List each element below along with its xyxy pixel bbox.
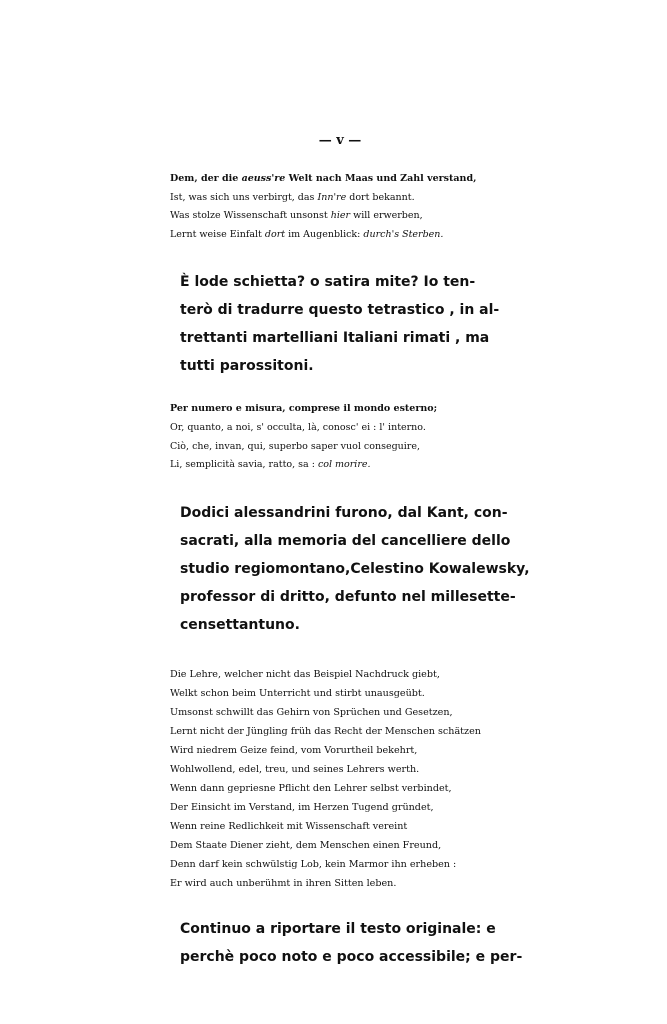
text-run: Lernt weise Einfalt xyxy=(170,228,265,240)
prose-line: studio regiomontano,Celestino Kowalewsky, xyxy=(180,560,530,577)
text-run: Dem, der die xyxy=(170,173,242,184)
prose-line: sacrati, alla memoria del cancelliere dello xyxy=(180,532,511,549)
verse-line: Wenn dann gepriesne Pflicht den Lehrer selbst verbindet, xyxy=(170,782,452,794)
verse-line: Er wird auch unberühmt in ihren Sitten leben. xyxy=(170,877,397,889)
verse-line: Denn darf kein schwülstig Lob, kein Marmor ihn erheben : xyxy=(170,858,457,870)
german-poem xyxy=(170,665,490,893)
text-run: im Augenblick: xyxy=(285,228,364,240)
italian-translation xyxy=(170,400,490,474)
verse-line xyxy=(170,189,490,208)
prose-line: censettantuno. xyxy=(180,616,300,633)
verse-line xyxy=(170,170,490,189)
text-run: dort bekannt. xyxy=(346,191,415,203)
verse-line xyxy=(170,456,490,475)
verse-line: Die Lehre, welcher nicht das Beispiel Nachdruck giebt, xyxy=(170,668,440,680)
text-run: will erwerben, xyxy=(350,210,423,222)
prose-line: professor di dritto, defunto nel millesette- xyxy=(180,588,516,605)
verse-line: Der Einsicht im Verstand, im Herzen Tugend gründet, xyxy=(170,801,434,813)
prose-line: Dodici alessandrini furono, dal Kant, con- xyxy=(180,504,508,521)
text-run: Ciò, che, invan, qui, superbo saper vuol conseguire, xyxy=(170,440,420,452)
verse-line xyxy=(170,438,490,457)
prose-paragraph-1 xyxy=(180,268,500,380)
text-run: hier xyxy=(330,210,351,222)
page-number: — v — xyxy=(318,133,362,148)
verse-line xyxy=(170,419,490,438)
prose-paragraph-2 xyxy=(180,499,530,639)
text-run: Or, quanto, a noi, s' occulta, là, conosc' ei : l' interno. xyxy=(170,421,426,433)
german-epigram xyxy=(170,170,490,244)
text-run: dort xyxy=(264,228,286,240)
verse-line: Welkt schon beim Unterricht und stirbt unausgeübt. xyxy=(170,687,425,699)
prose-paragraph-3 xyxy=(180,915,523,971)
text-run: Li, semplicità savia, ratto, sa : xyxy=(170,459,318,471)
verse-line xyxy=(170,207,490,226)
prose-line: È lode schietta? o satira mite? Io ten- xyxy=(180,274,476,291)
verse-line: Wird niedrem Geize feind, vom Vorurtheil bekehrt, xyxy=(170,744,418,756)
text-run: col morire. xyxy=(317,459,371,471)
prose-line: tutti parossitoni. xyxy=(180,358,314,375)
text-run: Welt nach Maas und Zahl verstand, xyxy=(285,173,477,184)
text-run: Ist, was sich uns verbirgt, das xyxy=(170,191,318,203)
verse-line: Wenn reine Redlichkeit mit Wissenschaft vereint xyxy=(170,820,408,832)
text-run: durch's Sterben. xyxy=(363,228,444,240)
verse-line xyxy=(170,226,490,245)
text-run: Per numero e misura, comprese il mondo esterno; xyxy=(170,403,438,415)
verse-line: Lernt nicht der Jüngling früh das Recht der Menschen schätzen xyxy=(170,725,481,737)
text-run: aeuss're xyxy=(241,173,286,184)
text-run: Was stolze Wissenschaft unsonst xyxy=(170,210,331,222)
prose-line: perchè poco noto e poco accessibile; e per- xyxy=(180,948,523,965)
prose-line: terò di tradurre questo tetrastico , in al- xyxy=(180,302,500,319)
verse-line: Wohlwollend, edel, treu, und seines Lehrers werth. xyxy=(170,763,420,775)
verse-line: Umsonst schwillt das Gehirn von Sprüchen und Gesetzen, xyxy=(170,706,453,718)
verse-line xyxy=(170,400,490,419)
verse-line: Dem Staate Diener zieht, dem Menschen einen Freund, xyxy=(170,839,442,851)
document-page xyxy=(170,130,530,971)
prose-line: Continuo a riportare il testo originale: e xyxy=(180,920,496,937)
text-run: Inn're xyxy=(317,191,347,203)
prose-line: trettanti martelliani Italiani rimati , ma xyxy=(180,330,490,347)
